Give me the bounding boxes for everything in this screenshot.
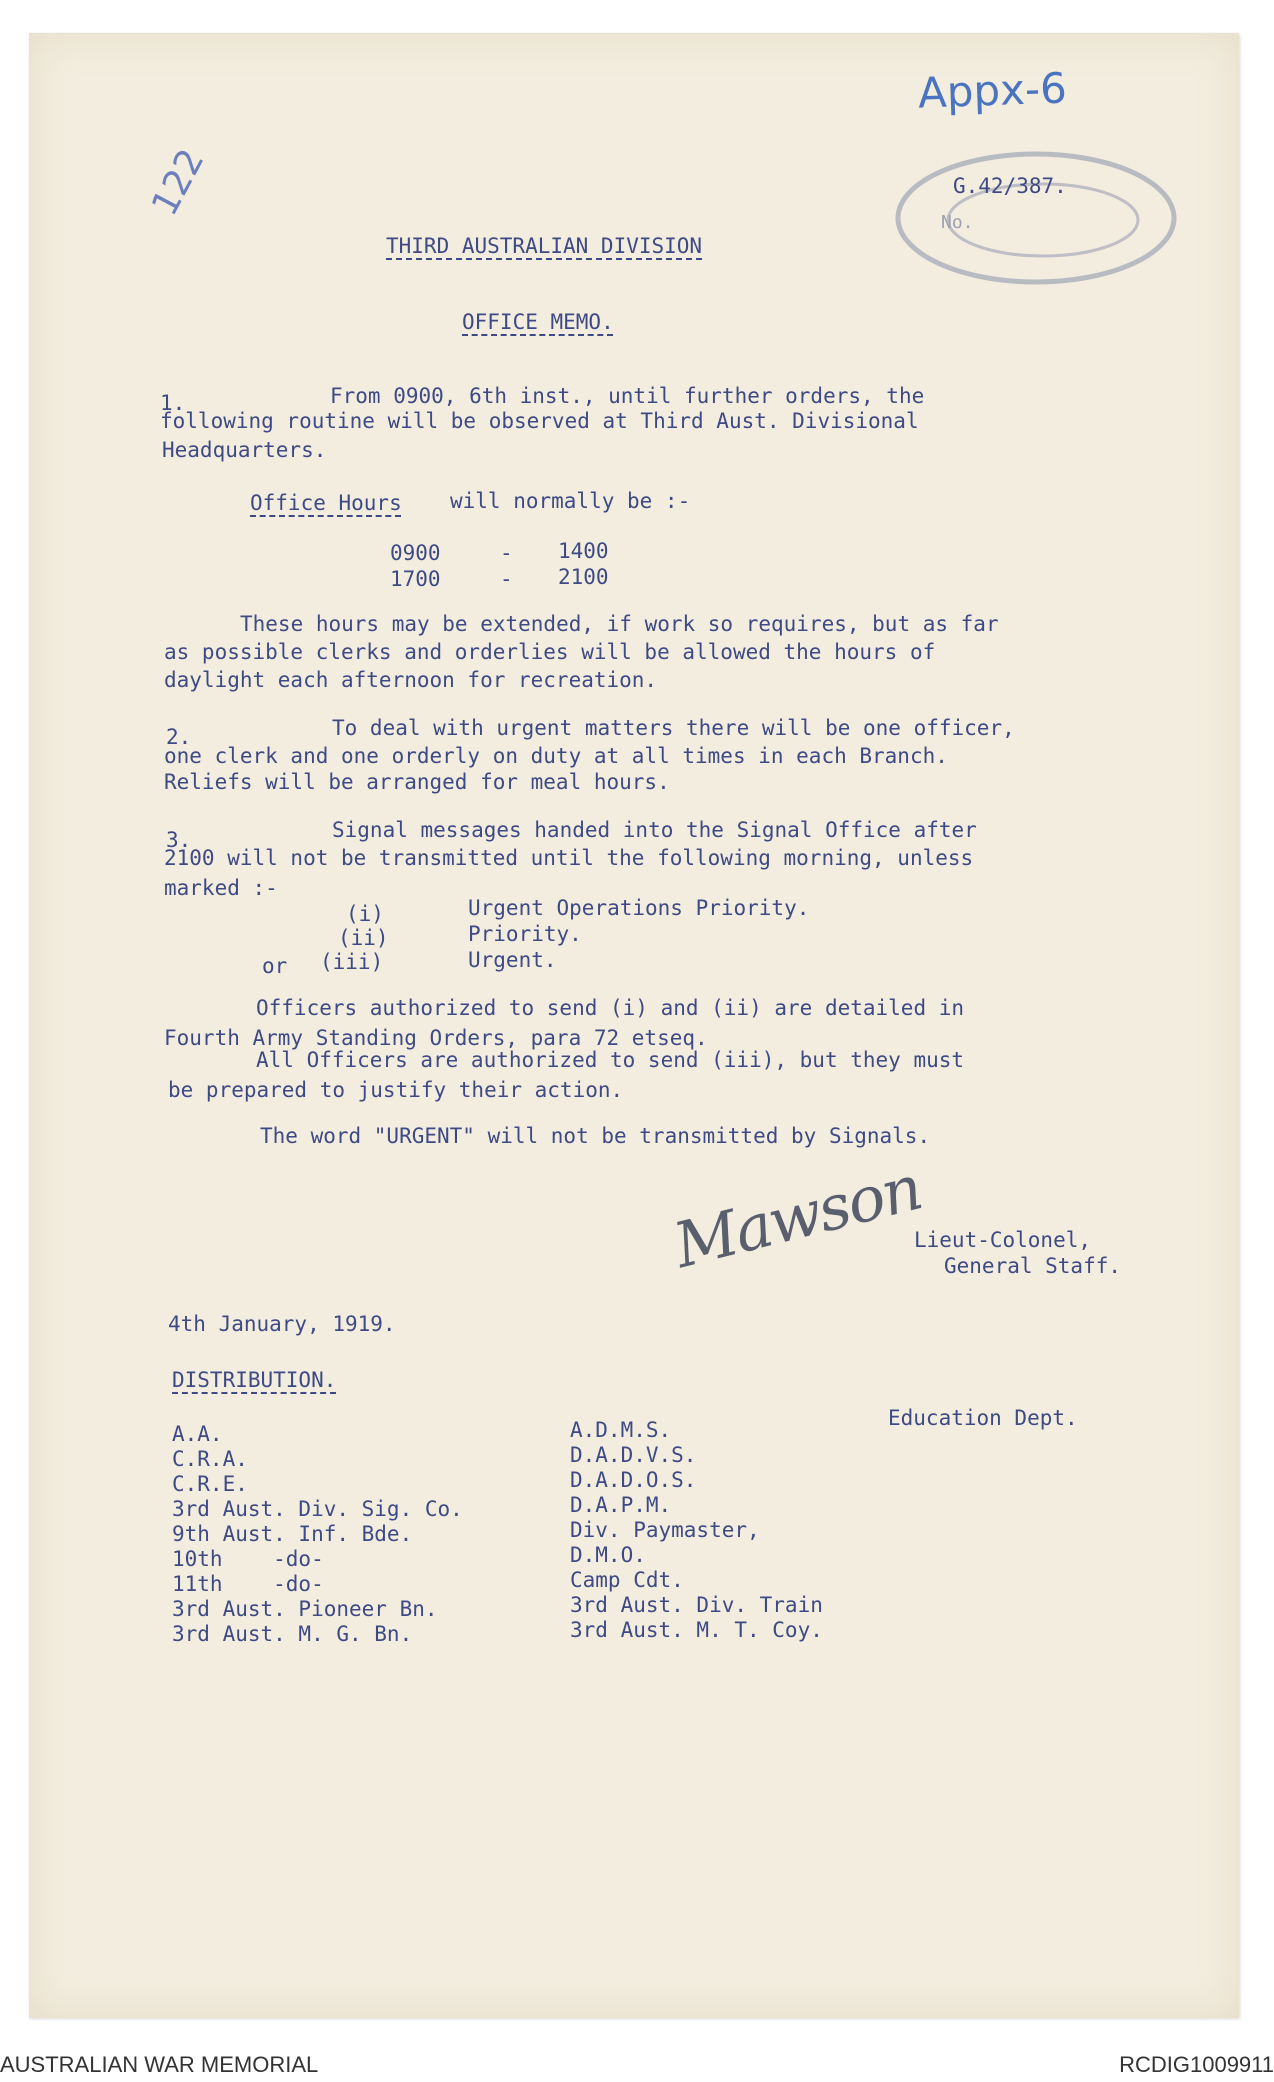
stamp-oval-icon (893, 148, 1180, 288)
signature: Mawson (666, 1150, 928, 1283)
distribution-entry: 11th -do- (172, 1572, 324, 1596)
distribution-entry: Camp Cdt. (570, 1568, 684, 1592)
distribution-entry: A.A. (172, 1422, 223, 1446)
hours-to: 2100 (558, 565, 609, 589)
distribution-entry: Div. Paymaster, (570, 1518, 760, 1542)
para3-line: Officers authorized to send (i) and (ii) are detailed in (256, 996, 965, 1020)
priority-item-text: Urgent Operations Priority. (468, 896, 810, 920)
distribution-entry: C.R.A. (172, 1447, 248, 1471)
para3-number: 3. (166, 828, 192, 852)
distribution-entry: D.A.D.O.S. (570, 1468, 697, 1492)
distribution-entry: 3rd Aust. Pioneer Bn. (172, 1597, 438, 1621)
para3-line: be prepared to justify their action. (168, 1078, 624, 1102)
footer-source: AUSTRALIAN WAR MEMORIAL (0, 2052, 319, 2077)
hours-from: 1700 (390, 567, 441, 591)
priority-item-text: Priority. (468, 922, 582, 946)
para1-line: These hours may be extended, if work so requires, but as far (240, 612, 999, 636)
priority-item-number: (ii) (338, 926, 389, 950)
stamp-reference: G.42/387. (953, 174, 1067, 198)
footer-id: RCDIG1009911 (1119, 2052, 1274, 2077)
document-heading: THIRD AUSTRALIAN DIVISION (386, 234, 703, 258)
appendix-annotation: Appx-6 (917, 63, 1068, 118)
distribution-entry: D.A.D.V.S. (570, 1443, 697, 1467)
para3-line: Fourth Army Standing Orders, para 72 etseq. (164, 1026, 708, 1050)
signatory-rank: Lieut-Colonel, (914, 1228, 1092, 1252)
distribution-entry: 3rd Aust. Div. Train (570, 1593, 823, 1617)
distribution-entry: A.D.M.S. (570, 1418, 672, 1442)
priority-item-number: (i) (346, 902, 384, 926)
distribution-entry: 3rd Aust. M. T. Coy. (570, 1618, 823, 1642)
distribution-entry: Education Dept. (888, 1406, 1078, 1430)
office-hours-text: will normally be :- (450, 489, 691, 513)
hours-to: 1400 (558, 539, 609, 563)
para2-line: one clerk and one orderly on duty at all times in each Branch. (164, 744, 948, 768)
para2-number: 2. (166, 725, 192, 749)
priority-item-text: Urgent. (468, 948, 557, 972)
distribution-entry: 10th -do- (172, 1547, 324, 1571)
memo-title: OFFICE MEMO. (462, 310, 614, 334)
para3-line: marked :- (164, 876, 278, 900)
para1-line: daylight each afternoon for recreation. (164, 668, 658, 692)
office-hours-label: Office Hours (250, 491, 402, 515)
priority-item-number: (iii) (320, 950, 384, 974)
distribution-entry: 3rd Aust. M. G. Bn. (172, 1622, 413, 1646)
hours-dash: - (500, 541, 513, 565)
para1-line: as possible clerks and orderlies will be allowed the hours of (164, 640, 936, 664)
para1-line: following routine will be observed at Third Aust. Divisional (160, 409, 919, 433)
document-date: 4th January, 1919. (168, 1312, 396, 1336)
stamp-no-label: No. (941, 212, 974, 233)
hours-dash: - (500, 567, 513, 591)
para2-line: To deal with urgent matters there will be one officer, (332, 716, 1015, 740)
distribution-entry: D.M.O. (570, 1543, 646, 1567)
distribution-entry: C.R.E. (172, 1472, 248, 1496)
para3-line: The word "URGENT" will not be transmitted by Signals. (260, 1124, 931, 1148)
signatory-staff: General Staff. (944, 1254, 1122, 1278)
priority-item-prefix: or (262, 954, 288, 978)
para3-line: All Officers are authorized to send (iii), but they must (256, 1048, 965, 1072)
para3-line: 2100 will not be transmitted until the following morning, unless (164, 846, 974, 870)
distribution-entry: 3rd Aust. Div. Sig. Co. (172, 1497, 463, 1521)
para1-line: From 0900, 6th inst., until further orders, the (330, 384, 925, 408)
folio-number: 122 (144, 142, 213, 223)
para2-line: Reliefs will be arranged for meal hours. (164, 770, 670, 794)
para1-number: 1. (160, 391, 186, 415)
distribution-entry: D.A.P.M. (570, 1493, 672, 1517)
hours-from: 0900 (390, 541, 441, 565)
para3-line: Signal messages handed into the Signal Office after (332, 818, 977, 842)
headquarters-stamp (893, 148, 1180, 288)
distribution-entry: 9th Aust. Inf. Bde. (172, 1522, 413, 1546)
distribution-title: DISTRIBUTION. (172, 1368, 337, 1392)
para1-line: Headquarters. (162, 438, 327, 462)
